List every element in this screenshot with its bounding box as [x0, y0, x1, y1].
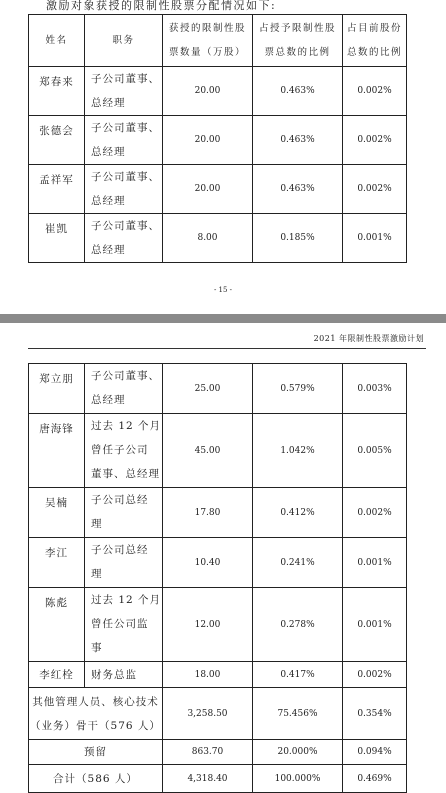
cell-name: 李江 — [29, 538, 85, 588]
cell-position: 子公司董事、 总经理 — [85, 165, 163, 214]
cell-granted: 20.00 — [163, 116, 253, 165]
cell-pct-granted: 75.456% — [253, 688, 343, 740]
cell-pct-granted: 0.185% — [253, 214, 343, 263]
header-rule — [28, 348, 426, 349]
cell-pct-total: 0.002% — [343, 662, 407, 688]
cell-position: 子公司董事、 总经理 — [85, 67, 163, 116]
allocation-table-part2 — [28, 363, 407, 793]
cell-name: 吴楠 — [29, 488, 85, 538]
cell-pct-granted: 1.042% — [253, 414, 343, 488]
cell-pct-total: 0.005% — [343, 414, 407, 488]
summary-row-others — [29, 688, 407, 740]
cell-granted: 45.00 — [163, 414, 253, 488]
cell-granted: 863.70 — [163, 740, 253, 765]
cell-pct-granted: 20.000% — [253, 740, 343, 765]
cell-name: 陈彪 — [29, 588, 85, 662]
cell-pct-granted: 0.278% — [253, 588, 343, 662]
cell-pct-total: 0.003% — [343, 364, 407, 414]
cell-position: 子公司董事、 总经理 — [85, 364, 163, 414]
cell-pct-total: 0.002% — [343, 116, 407, 165]
cell-granted: 8.00 — [163, 214, 253, 263]
cell-granted: 4,318.40 — [163, 765, 253, 793]
header-granted: 获授的限制性股 票数量（万股） — [163, 15, 253, 67]
cell-name: 崔凯 — [29, 214, 85, 263]
header-pct-total: 占目前股份 总数的比例 — [343, 15, 407, 67]
cell-pct-total: 0.002% — [343, 67, 407, 116]
cell-pct-granted: 0.417% — [253, 662, 343, 688]
cell-others-label: 其他管理人员、核心技术 （业务）骨干（576 人） — [29, 688, 163, 740]
cell-pct-granted: 0.579% — [253, 364, 343, 414]
document-page-15 — [0, 0, 446, 314]
cell-pct-total: 0.469% — [343, 765, 407, 793]
intro-text: 激励对象获授的限制性股票分配情况如下: — [46, 0, 277, 12]
cell-granted: 25.00 — [163, 364, 253, 414]
cell-position: 过去 12 个月 曾任公司监 事 — [85, 588, 163, 662]
cell-granted: 10.40 — [163, 538, 253, 588]
table-header-row — [29, 15, 407, 67]
page-number: - 15 - — [213, 286, 233, 294]
cell-pct-total: 0.001% — [343, 214, 407, 263]
header-position: 职务 — [85, 15, 163, 67]
table-row — [29, 214, 407, 263]
cell-granted: 20.00 — [163, 165, 253, 214]
summary-row-reserved — [29, 740, 407, 765]
cell-position: 过去 12 个月 曾任子公司 董事、总经理 — [85, 414, 163, 488]
cell-name: 孟祥军 — [29, 165, 85, 214]
table-row — [29, 662, 407, 688]
cell-name: 李红栓 — [29, 662, 85, 688]
table-row — [29, 116, 407, 165]
cell-name: 张德会 — [29, 116, 85, 165]
page-gap — [0, 314, 446, 323]
table-row — [29, 165, 407, 214]
cell-pct-total: 0.002% — [343, 488, 407, 538]
cell-position: 子公司董事、 总经理 — [85, 214, 163, 263]
cell-granted: 12.00 — [163, 588, 253, 662]
table-row — [29, 414, 407, 488]
cell-pct-total: 0.354% — [343, 688, 407, 740]
cell-pct-granted: 0.463% — [253, 165, 343, 214]
cell-pct-granted: 100.000% — [253, 765, 343, 793]
cell-position: 财务总监 — [85, 662, 163, 688]
cell-reserved-label: 预留 — [29, 740, 163, 765]
table-row — [29, 538, 407, 588]
cell-name: 唐海锋 — [29, 414, 85, 488]
cell-pct-granted: 0.412% — [253, 488, 343, 538]
summary-row-total — [29, 765, 407, 793]
cell-position: 子公司总经 理 — [85, 538, 163, 588]
cell-pct-granted: 0.463% — [253, 67, 343, 116]
table-row — [29, 67, 407, 116]
cell-position: 子公司总经 理 — [85, 488, 163, 538]
cell-granted: 3,258.50 — [163, 688, 253, 740]
cell-granted: 17.80 — [163, 488, 253, 538]
cell-pct-granted: 0.241% — [253, 538, 343, 588]
header-pct-granted: 占授予限制性股 票总数的比例 — [253, 15, 343, 67]
cell-pct-granted: 0.463% — [253, 116, 343, 165]
cell-name: 郑春来 — [29, 67, 85, 116]
cell-name: 郑立朋 — [29, 364, 85, 414]
running-header: 2021 年限制性股票激励计划 — [313, 334, 424, 343]
cell-total-label: 合计（586 人） — [29, 765, 163, 793]
cell-pct-total: 0.001% — [343, 588, 407, 662]
document-page-16 — [0, 323, 446, 791]
allocation-table-part1 — [28, 14, 407, 263]
cell-pct-total: 0.001% — [343, 538, 407, 588]
cell-pct-total: 0.002% — [343, 165, 407, 214]
header-name: 姓名 — [29, 15, 85, 67]
table-row — [29, 364, 407, 414]
cell-granted: 20.00 — [163, 67, 253, 116]
cell-granted: 18.00 — [163, 662, 253, 688]
cell-position: 子公司董事、 总经理 — [85, 116, 163, 165]
cell-pct-total: 0.094% — [343, 740, 407, 765]
table-row — [29, 588, 407, 662]
table-row — [29, 488, 407, 538]
